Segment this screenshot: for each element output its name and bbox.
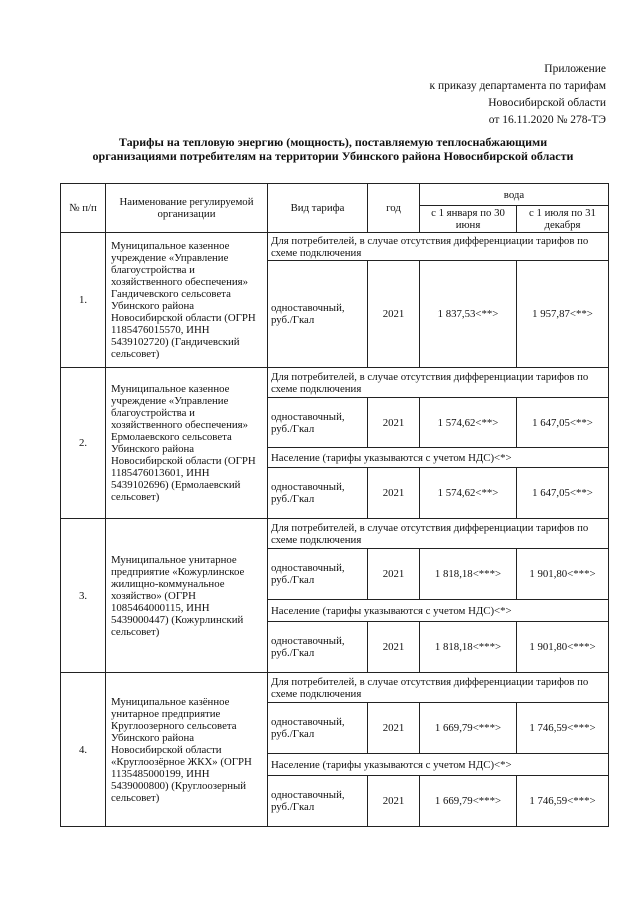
table-row — [61, 673, 609, 703]
tariff-value-h1: 1 818,18<***> — [420, 622, 517, 673]
row-num: 2. — [61, 368, 106, 519]
row-org: Муниципальное казенное учреждение «Управление благоустройства и хозяйственного обеспечения» Гандичевского сельсовета Убинского района Новосибирской области (ОГРН 1185476015570, ИНН 5439102720) (Гандичевский сельсовет) — [106, 233, 268, 368]
tariff-value-h1: 1 574,62<**> — [420, 468, 517, 519]
appendix-line: от 16.11.2020 № 278-ТЭ — [488, 114, 606, 126]
tariff-type: одноставочный, руб./Гкал — [268, 398, 368, 448]
tariff-type: одноставочный, руб./Гкал — [268, 622, 368, 673]
tariff-year: 2021 — [368, 468, 420, 519]
table-row — [61, 368, 609, 398]
tariff-type: одноставочный, руб./Гкал — [268, 703, 368, 754]
tariff-year: 2021 — [368, 622, 420, 673]
table-row — [61, 519, 609, 549]
appendix-block — [429, 61, 606, 129]
tariff-year: 2021 — [368, 261, 420, 368]
group-label: Для потребителей, в случае отсутствия дифференциации тарифов по схеме подключения — [268, 368, 609, 398]
header-period-1: с 1 января по 30 июня — [420, 206, 517, 233]
tariff-year: 2021 — [368, 398, 420, 448]
group-label: Население (тарифы указываются с учетом НДС)<*> — [268, 754, 609, 776]
row-org: Муниципальное казённое унитарное предприятие Круглоозерного сельсовета Убинского района Новосибирской области «Круглоозёрное ЖКХ» (ОГРН 1135485000199, ИНН 5439000800) (Круглоозерный сельсовет) — [106, 673, 268, 827]
header-org: Наименование регулируемой организации — [106, 184, 268, 233]
title-line: организациями потребителям на территории Убинского района Новосибирской области — [92, 149, 574, 163]
row-num: 1. — [61, 233, 106, 368]
tariff-value-h1: 1 574,62<**> — [420, 398, 517, 448]
row-org: Муниципальное казенное учреждение «Управление благоустройства и хозяйственного обеспечения» Ермолаевского сельсовета Убинского района Новосибирской области (ОГРН 1185476013601, ИНН 5439102696) (Ермолаевский сельсовет) — [106, 368, 268, 519]
table-row — [61, 233, 609, 261]
group-label: Население (тарифы указываются с учетом НДС)<*> — [268, 448, 609, 468]
row-num: 4. — [61, 673, 106, 827]
tariff-value-h2: 1 746,59<***> — [517, 776, 609, 827]
appendix-line: Приложение — [544, 63, 606, 75]
group-label: Для потребителей, в случае отсутствия дифференциации тарифов по схеме подключения — [268, 519, 609, 549]
tariff-value-h1: 1 818,18<***> — [420, 549, 517, 600]
tariff-year: 2021 — [368, 549, 420, 600]
tariff-value-h2: 1 746,59<***> — [517, 703, 609, 754]
group-label: Для потребителей, в случае отсутствия дифференциации тарифов по схеме подключения — [268, 233, 609, 261]
tariffs-table — [60, 183, 609, 827]
document-title — [60, 135, 606, 163]
row-num: 3. — [61, 519, 106, 673]
title-line: Тарифы на тепловую энергию (мощность), поставляемую теплоснабжающими — [118, 135, 548, 149]
header-period-2: с 1 июля по 31 декабря — [517, 206, 609, 233]
tariff-value-h2: 1 901,80<***> — [517, 622, 609, 673]
header-num: № п/п — [61, 184, 106, 233]
tariff-type: одноставочный, руб./Гкал — [268, 776, 368, 827]
header-tariff-type: Вид тарифа — [268, 184, 368, 233]
header-water: вода — [420, 184, 609, 206]
tariff-type: одноставочный, руб./Гкал — [268, 468, 368, 519]
tariff-value-h2: 1 901,80<***> — [517, 549, 609, 600]
row-org: Муниципальное унитарное предприятие «Кожурлинское жилищно-коммунальное хозяйство» (ОГРН 1085464000115, ИНН 5439000447) (Кожурлинский сельсовет) — [106, 519, 268, 673]
tariff-type: одноставочный, руб./Гкал — [268, 261, 368, 368]
tariff-value-h2: 1 957,87<**> — [517, 261, 609, 368]
appendix-line: к приказу департамента по тарифам — [429, 80, 606, 92]
tariff-value-h1: 1 669,79<***> — [420, 776, 517, 827]
appendix-line: Новосибирской области — [488, 97, 606, 109]
tariff-year: 2021 — [368, 776, 420, 827]
tariff-year: 2021 — [368, 703, 420, 754]
group-label: Для потребителей, в случае отсутствия дифференциации тарифов по схеме подключения — [268, 673, 609, 703]
tariff-value-h2: 1 647,05<**> — [517, 398, 609, 448]
tariff-value-h1: 1 669,79<***> — [420, 703, 517, 754]
tariff-value-h2: 1 647,05<**> — [517, 468, 609, 519]
group-label: Население (тарифы указываются с учетом НДС)<*> — [268, 600, 609, 622]
header-year: год — [368, 184, 420, 233]
tariff-value-h1: 1 837,53<**> — [420, 261, 517, 368]
table-header-row — [61, 184, 609, 206]
tariff-type: одноставочный, руб./Гкал — [268, 549, 368, 600]
